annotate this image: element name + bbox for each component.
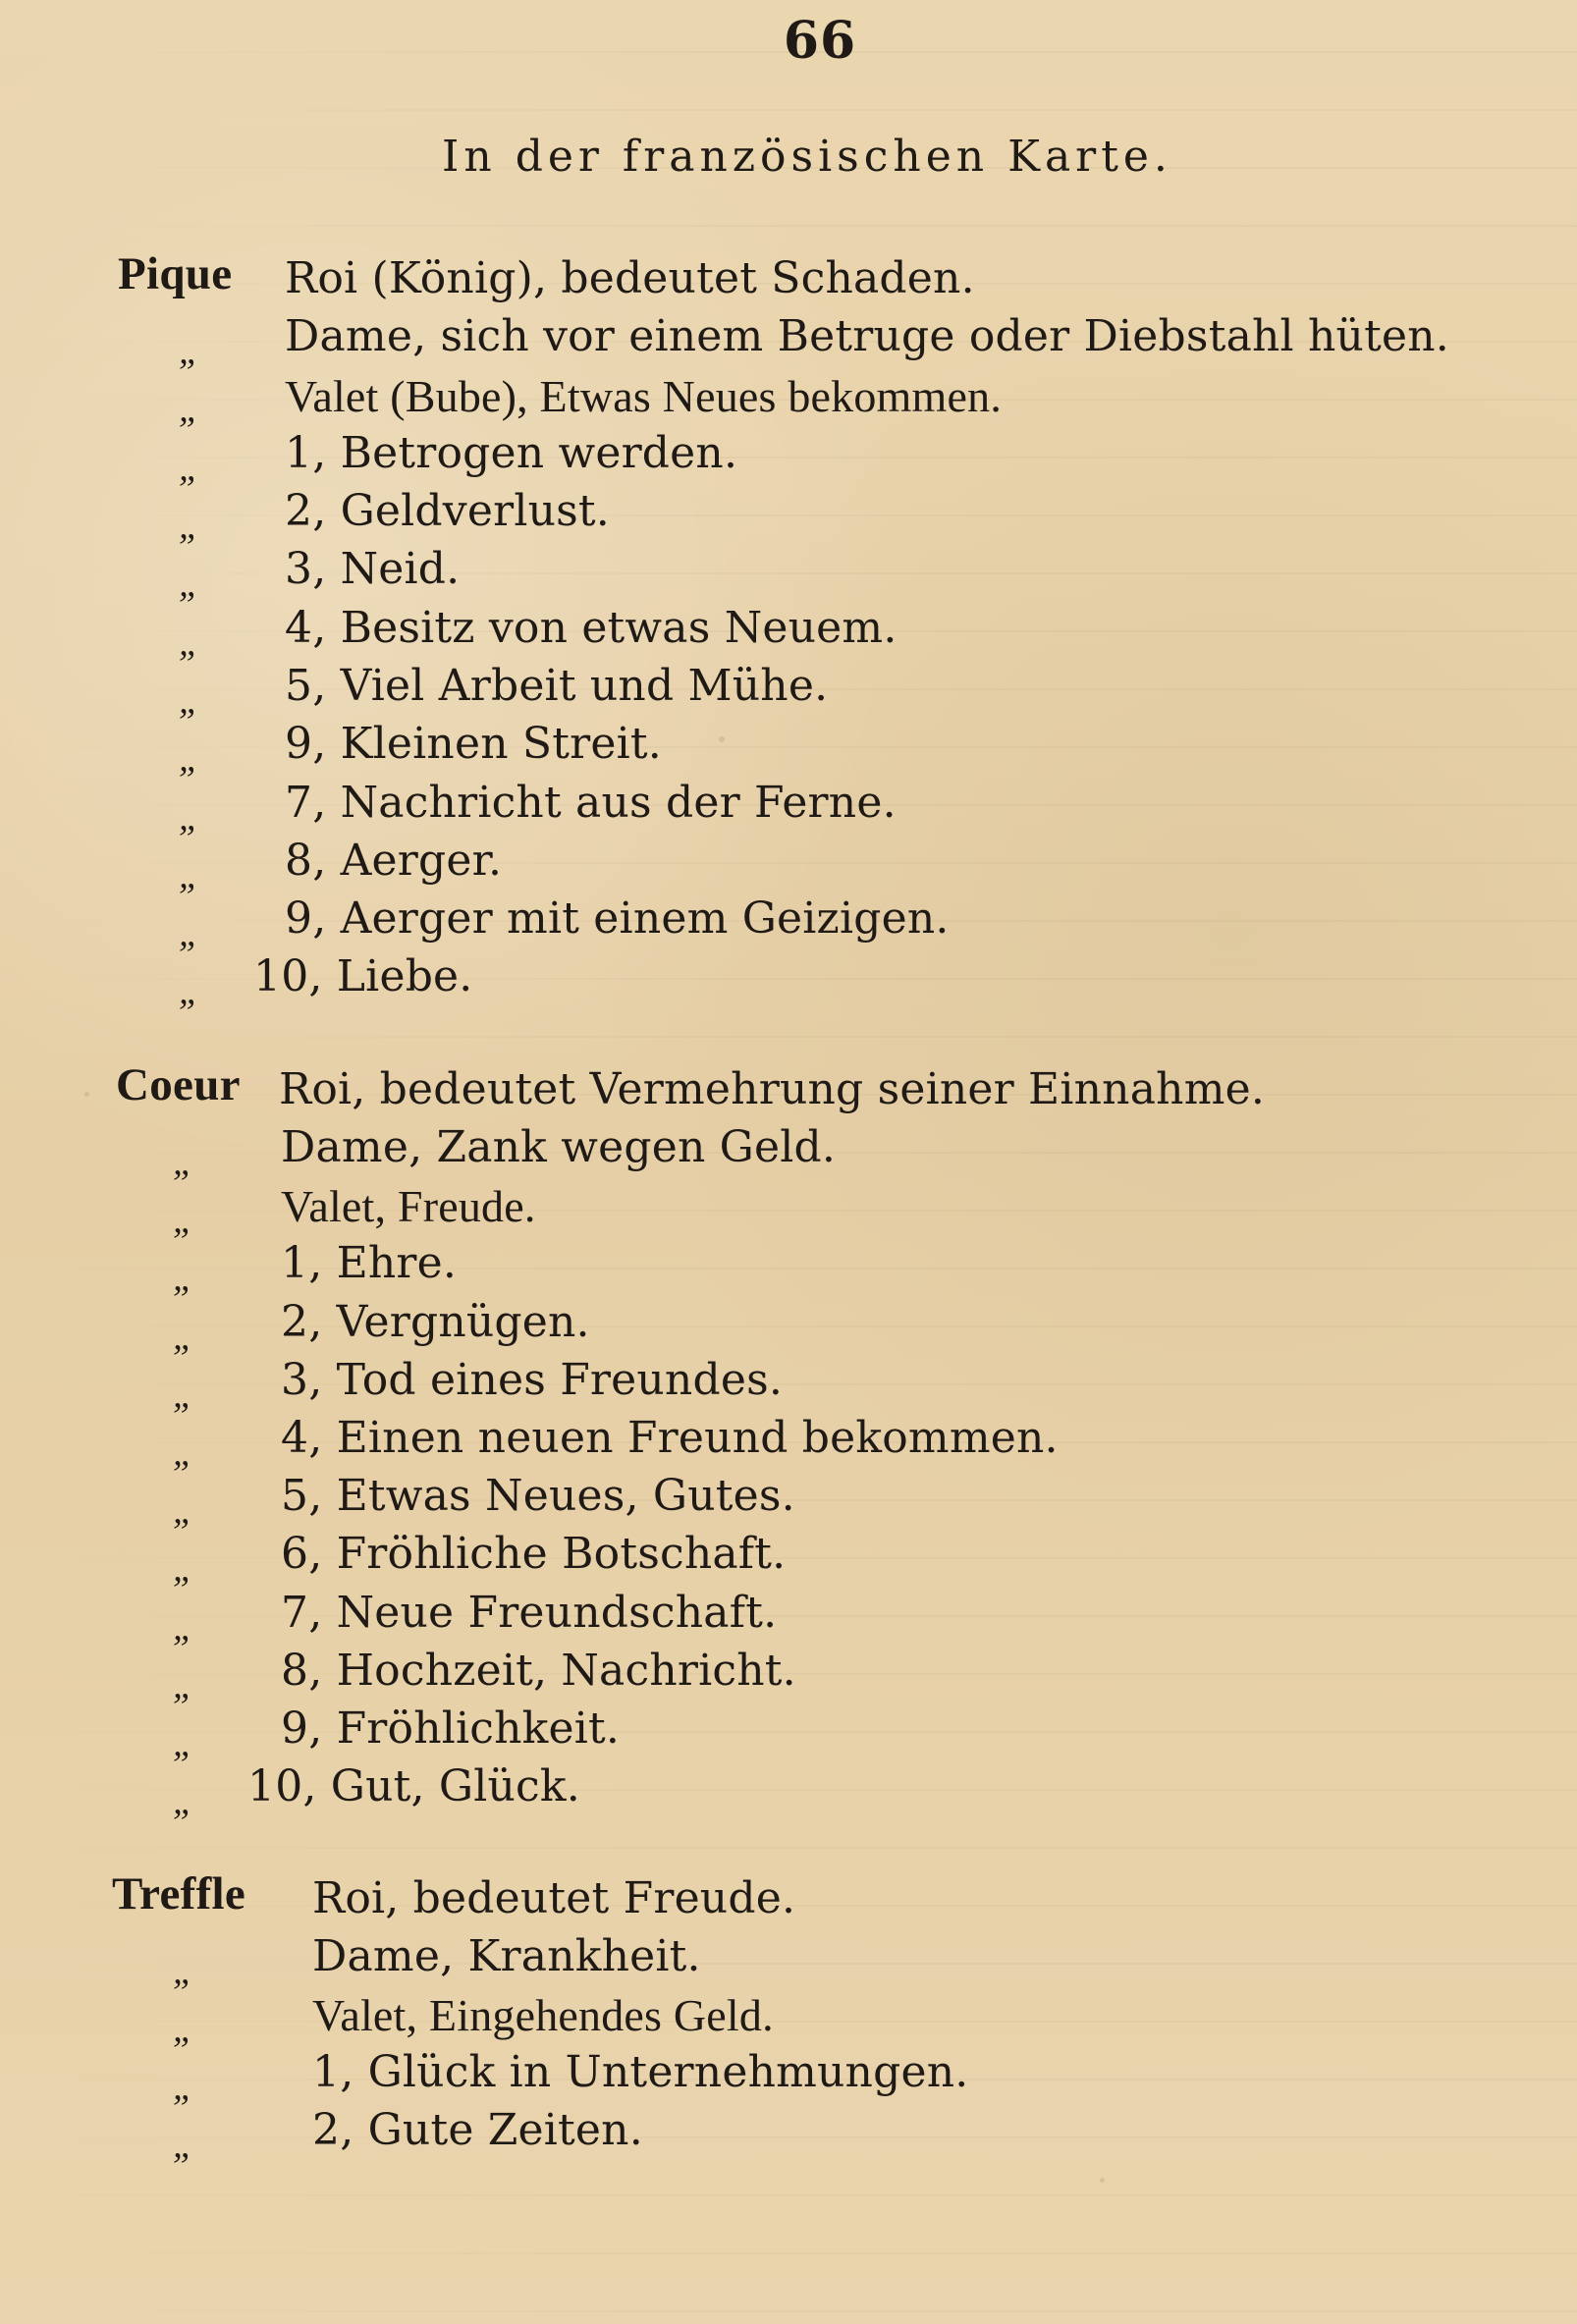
entry-coeur-dame: Dame, Zank wegen Geld. — [281, 1122, 837, 1172]
ditto-mark: „ — [179, 448, 196, 489]
entry-coeur-10: 10, Gut, Glück. — [247, 1761, 580, 1811]
entry-treffle-1: 1, Glück in Unternehmungen. — [312, 2047, 969, 2097]
ditto-mark: „ — [179, 506, 196, 547]
entry-treffle-roi: Roi, bedeutet Freude. — [312, 1873, 796, 1923]
entry-coeur-5: 5, Etwas Neues, Gutes. — [281, 1471, 795, 1521]
ditto-mark: „ — [179, 797, 196, 838]
ditto-mark: „ — [173, 1951, 190, 1992]
ditto-mark: „ — [179, 971, 196, 1012]
entry-coeur-4: 4, Einen neuen Freund bekommen. — [281, 1413, 1059, 1463]
entry-pique-dame: Dame, sich vor einem Betruge oder Diebstahl hüten. — [285, 311, 1449, 361]
ditto-mark: „ — [173, 1375, 190, 1416]
entry-coeur-roi: Roi, bedeutet Vermehrung seiner Einnahme. — [279, 1064, 1266, 1114]
page-number: 66 — [783, 11, 857, 71]
entry-pique-5: 5, Viel Arbeit und Mühe. — [285, 661, 829, 711]
entry-pique-roi: Roi (König), bedeutet Schaden. — [285, 253, 975, 303]
ditto-mark: „ — [173, 1607, 190, 1648]
ditto-mark: „ — [179, 622, 196, 664]
entry-coeur-valet: Valet, Freude. — [281, 1181, 536, 1231]
entry-pique-9-kleinen-streit: 9, Kleinen Streit. — [285, 719, 662, 769]
ditto-mark: „ — [173, 2067, 190, 2108]
entry-pique-10: 10, Liebe. — [253, 951, 473, 1001]
entry-pique-4: 4, Besitz von etwas Neuem. — [285, 603, 897, 653]
entry-coeur-9: 9, Fröhlichkeit. — [281, 1703, 621, 1754]
entry-coeur-1: 1, Ehre. — [281, 1238, 458, 1288]
ditto-mark: „ — [179, 913, 196, 954]
ditto-mark: „ — [173, 1665, 190, 1706]
entry-treffle-2: 2, Gute Zeiten. — [312, 2105, 643, 2155]
paper-spot — [1100, 2178, 1105, 2183]
ditto-mark: „ — [173, 1781, 190, 1822]
entry-treffle-dame: Dame, Krankheit. — [312, 1931, 701, 1981]
ditto-mark: „ — [179, 855, 196, 896]
ditto-mark: „ — [173, 1317, 190, 1358]
ditto-mark: „ — [173, 2009, 190, 2050]
ditto-mark: „ — [173, 1142, 190, 1183]
ditto-mark: „ — [173, 1258, 190, 1299]
entry-pique-7: 7, Nachricht aus der Ferne. — [285, 778, 897, 828]
suit-heading-coeur: Coeur — [116, 1059, 241, 1110]
ditto-mark: „ — [179, 389, 196, 430]
ditto-mark: „ — [179, 564, 196, 605]
entry-pique-2: 2, Geldverlust. — [285, 486, 610, 536]
entry-coeur-3: 3, Tod eines Freundes. — [281, 1355, 784, 1405]
suit-heading-treffle: Treffle — [112, 1868, 246, 1919]
entry-coeur-8: 8, Hochzeit, Nachricht. — [281, 1646, 796, 1696]
entry-coeur-7: 7, Neue Freundschaft. — [281, 1588, 778, 1638]
entry-pique-1: 1, Betrogen werden. — [285, 428, 738, 478]
ditto-mark: „ — [173, 1490, 190, 1532]
ditto-mark: „ — [173, 1432, 190, 1474]
ditto-mark: „ — [179, 680, 196, 722]
paper-spot — [84, 1092, 89, 1097]
ditto-mark: „ — [173, 1200, 190, 1241]
entry-pique-3: 3, Neid. — [285, 544, 461, 594]
entry-coeur-6: 6, Fröhliche Botschaft. — [281, 1529, 787, 1579]
entry-coeur-2: 2, Vergnügen. — [281, 1297, 590, 1347]
ditto-mark: „ — [173, 1723, 190, 1764]
entry-treffle-valet: Valet, Eingehendes Geld. — [312, 1990, 774, 2040]
suit-heading-pique: Pique — [118, 248, 233, 299]
page-title: In der französischen Karte. — [442, 132, 1172, 182]
ditto-mark: „ — [179, 738, 196, 780]
entry-pique-valet: Valet (Bube), Etwas Neues bekommen. — [285, 371, 1003, 421]
ditto-mark: „ — [173, 2125, 190, 2166]
entry-pique-8: 8, Aerger. — [285, 836, 503, 886]
ditto-mark: „ — [179, 331, 196, 372]
ditto-mark: „ — [173, 1548, 190, 1590]
entry-pique-9: 9, Aerger mit einem Geizigen. — [285, 893, 950, 944]
paper-spot — [719, 736, 725, 742]
